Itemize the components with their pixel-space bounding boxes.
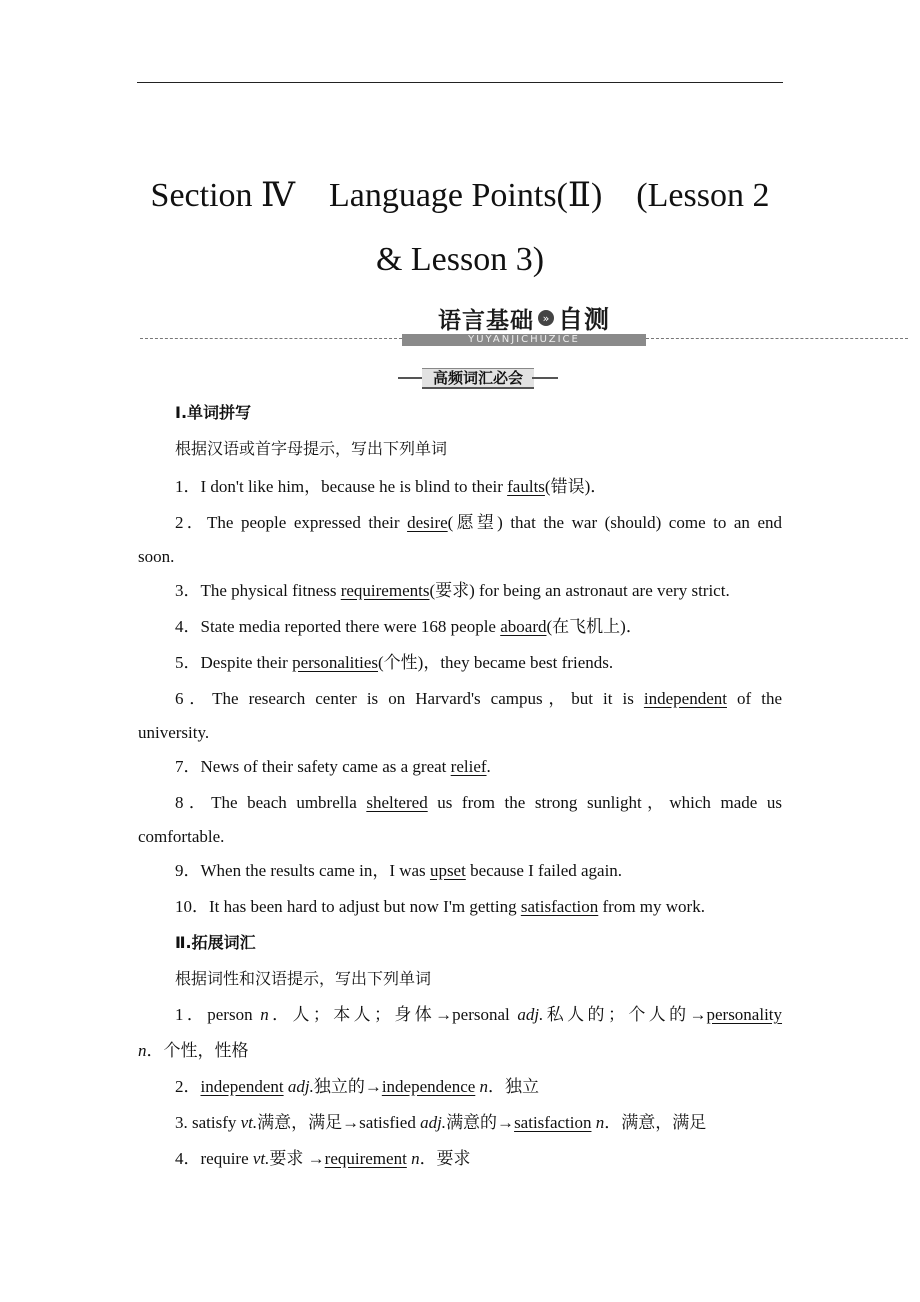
item-text: ．要求 <box>419 1149 471 1168</box>
top-rule <box>137 82 783 83</box>
item-text: 4．State media reported there were 168 people <box>175 617 501 636</box>
part-of-speech: vt. <box>240 1113 258 1132</box>
item-text: 1．I don't like him，because he is blind to their <box>175 477 508 496</box>
list-item <box>0 792 782 814</box>
list-item <box>0 1004 782 1026</box>
list-item <box>0 1148 920 1170</box>
list-item-continuation: soon. <box>138 547 175 566</box>
item-text: (个性)，they became best friends. <box>378 653 614 672</box>
subheading-label: 高频词汇必会 <box>422 368 534 389</box>
item-text: 独立的→ <box>313 1077 382 1096</box>
item-text: 5．Despite their <box>175 653 293 672</box>
subheading-rule-right <box>532 377 558 379</box>
answer-word: personality <box>706 1005 783 1024</box>
item-text: 满意的→ <box>446 1113 515 1132</box>
part2-heading: Ⅱ.拓展词汇 <box>175 933 256 952</box>
part-of-speech: n <box>411 1149 420 1168</box>
item-text: 3．The physical fitness <box>175 581 341 600</box>
item-text: us from the strong sunlight，which made us <box>427 793 782 812</box>
answer-word: upset <box>429 861 466 880</box>
answer-word: sheltered <box>366 793 428 812</box>
banner-title-left: 语言基础 <box>437 307 534 334</box>
list-item <box>0 512 782 534</box>
item-text: (在飞机上)． <box>546 617 643 636</box>
item-text: 6．The research center is on Harvard's campus，but it is <box>175 689 644 708</box>
answer-word: aboard <box>500 617 547 636</box>
part1-instruction: 根据汉语或首字母提示，写出下列单词 <box>175 439 448 458</box>
list-item <box>0 756 920 778</box>
section-title-line1: Section Ⅳ Language Points(Ⅱ) (Lesson 2 <box>150 177 770 214</box>
part1-heading: Ⅰ.单词拼写 <box>175 403 252 422</box>
item-text: 要求 → <box>269 1149 325 1168</box>
banner-dash-right <box>646 338 908 339</box>
list-item <box>0 580 920 602</box>
part-of-speech: vt. <box>252 1149 270 1168</box>
part2-instruction: 根据词性和汉语提示，写出下列单词 <box>175 969 432 988</box>
item-text: ．独立 <box>488 1077 540 1096</box>
list-item-continuation: comfortable. <box>138 827 225 846</box>
banner-title-right: 自测 <box>557 305 610 334</box>
list-item <box>0 1112 920 1134</box>
item-text: 2．The people expressed their <box>175 513 408 532</box>
answer-word: desire <box>407 513 448 532</box>
part-of-speech: adj. <box>420 1113 447 1132</box>
item-text: from my work. <box>598 897 705 916</box>
item-text: 10．It has been hard to adjust but now I'm getting <box>175 897 521 916</box>
chevron-right-icon: » <box>538 310 554 326</box>
answer-word: satisfaction <box>514 1113 592 1132</box>
section-banner <box>402 302 646 346</box>
answer-word: requirement <box>324 1149 407 1168</box>
item-text: 7．News of their safety came as a great <box>175 757 451 776</box>
list-item <box>0 1076 920 1098</box>
item-text: 9．When the results came in，I was <box>175 861 430 880</box>
item-text: (愿望) that the war (should) come to an end <box>447 513 782 532</box>
item-text: 满意，满足→satisfied <box>257 1113 421 1132</box>
section-title-line2: & Lesson 3) <box>375 241 545 278</box>
item-text: 8．The beach umbrella <box>175 793 367 812</box>
answer-word: satisfaction <box>520 897 599 916</box>
part-of-speech: n <box>260 1005 269 1024</box>
subheading <box>398 368 558 388</box>
banner-pinyin: YUYANJICHUZICE <box>402 334 646 346</box>
list-item-continuation <box>0 1040 920 1062</box>
list-item <box>0 652 920 674</box>
list-item <box>0 688 782 710</box>
item-text: because I failed again. <box>465 861 623 880</box>
item-text: 2． <box>175 1077 201 1096</box>
list-item <box>0 616 920 638</box>
item-text: 私人的；个人的→ <box>543 1005 707 1024</box>
part-of-speech: adj. <box>517 1005 544 1024</box>
answer-word: faults <box>507 477 545 496</box>
list-item <box>0 896 920 918</box>
item-text: ．满意，满足 <box>604 1113 707 1132</box>
subheading-rule-left <box>398 377 424 379</box>
item-text: ．个性，性格 <box>146 1041 249 1060</box>
item-text: of the <box>726 689 782 708</box>
answer-word: requirements <box>340 581 430 600</box>
item-text: ．人；本人；身体→personal <box>268 1005 518 1024</box>
banner-dash-left <box>140 338 402 339</box>
answer-word: independent <box>643 689 727 708</box>
answer-word: personalities <box>292 653 379 672</box>
item-text: (要求) for being an astronaut are very strict. <box>429 581 730 600</box>
item-text: 1．person <box>175 1005 261 1024</box>
part-of-speech: n <box>138 1041 147 1060</box>
answer-word: independent <box>200 1077 284 1096</box>
item-text: . <box>486 757 491 776</box>
list-item <box>0 860 920 882</box>
list-item-continuation: university. <box>138 723 210 742</box>
answer-word: independence <box>381 1077 476 1096</box>
answer-word: relief <box>450 757 487 776</box>
item-text: 3. satisfy <box>175 1113 241 1132</box>
list-item <box>0 476 920 498</box>
part-of-speech: n <box>479 1077 489 1096</box>
item-text: 4．require <box>175 1149 253 1168</box>
item-text: (错误)． <box>544 477 608 496</box>
part-of-speech: adj. <box>287 1077 314 1096</box>
part-of-speech: n <box>595 1113 605 1132</box>
